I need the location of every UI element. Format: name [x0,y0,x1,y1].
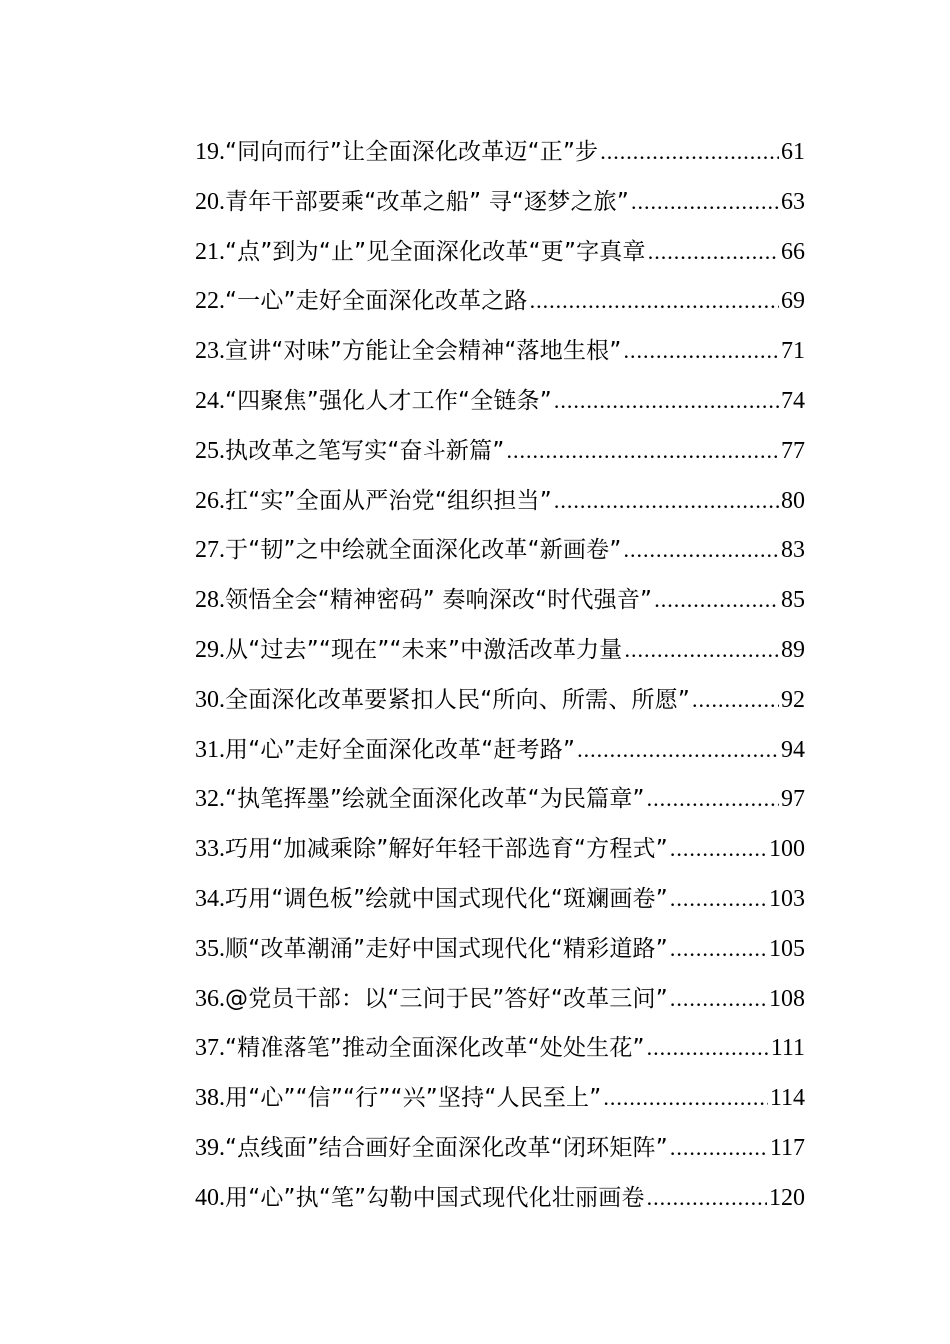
toc-entry[interactable] [195,1123,805,1173]
toc-entry[interactable] [195,376,805,426]
toc-entry[interactable] [195,575,805,625]
entry-number: 30. [195,686,225,713]
dot-leader [600,127,779,177]
entry-title: 巧用“调色板”绘就中国式现代化“斑斓画卷” [225,885,668,912]
entry-title: “执笔挥墨”绘就全面深化改革“为民篇章” [225,786,645,813]
entry-page-number: 89 [781,636,805,663]
toc-entry[interactable] [195,127,805,177]
dot-leader [631,177,779,227]
entry-number: 22. [195,288,225,315]
entry-title: “同向而行”让全面深化改革迈“正”步 [225,139,599,165]
toc-entry[interactable] [195,276,805,326]
entry-title: “一心”走好全面深化改革之路 [225,288,528,315]
toc-entry[interactable] [195,1023,805,1073]
dot-leader [692,675,779,725]
toc-entry[interactable] [195,924,805,974]
entry-title: “四聚焦”强化人才工作“全链条” [225,387,552,414]
dot-leader [647,774,779,824]
dot-leader [670,874,767,924]
dot-leader [670,924,767,974]
entry-number: 33. [195,836,225,863]
entry-number: 39. [195,1134,225,1161]
entry-number: 38. [195,1085,225,1112]
entry-page-number: 100 [769,836,805,863]
entry-title: 于“韧”之中绘就全面深化改革“新画卷” [225,537,622,564]
entry-page-number: 111 [770,1035,805,1062]
entry-number: 29. [195,636,225,663]
dot-leader [530,276,779,326]
toc-entry[interactable] [195,426,805,476]
entry-page-number: 97 [781,786,805,813]
toc-entry[interactable] [195,525,805,575]
entry-title: “精准落笔”推动全面深化改革“处处生花” [225,1035,645,1062]
entry-number: 20. [195,188,225,215]
entry-title: 宣讲“对味”方能让全会精神“落地生根” [225,338,622,365]
entry-title: 用“心”执“笔”勾勒中国式现代化壮丽画卷 [225,1184,645,1211]
entry-number: 34. [195,885,225,912]
dot-leader [647,1023,769,1073]
entry-number: 24. [195,387,225,414]
toc-entry[interactable] [195,874,805,924]
toc-entry[interactable] [195,625,805,675]
entry-title: 领悟全会“精神密码” 奏响深改“时代强音” [225,587,653,614]
entry-number: 26. [195,487,225,514]
entry-number: 23. [195,338,225,365]
entry-number: 21. [195,238,225,265]
entry-page-number: 71 [781,338,805,365]
toc-entry[interactable] [195,725,805,775]
entry-page-number: 120 [769,1184,805,1211]
entry-page-number: 105 [769,935,805,962]
entry-page-number: 61 [781,139,805,165]
entry-title: 扛“实”全面从严治党“组织担当” [225,487,552,514]
entry-number: 37. [195,1035,225,1062]
dot-leader [648,227,779,277]
dot-leader [554,376,779,426]
dot-leader [623,525,779,575]
entry-number: 27. [195,537,225,564]
entry-page-number: 94 [781,736,805,763]
table-of-contents [195,127,805,1223]
dot-leader [554,476,779,526]
entry-page-number: 77 [781,437,805,464]
toc-entry[interactable] [195,1173,805,1223]
toc-entry[interactable] [195,177,805,227]
entry-page-number: 114 [769,1085,805,1112]
entry-number: 36. [195,985,225,1012]
entry-number: 19. [195,139,225,165]
entry-number: 32. [195,786,225,813]
toc-entry[interactable] [195,326,805,376]
dot-leader [577,725,779,775]
entry-page-number: 85 [781,587,805,614]
entry-page-number: 117 [769,1134,805,1161]
dot-leader [647,1173,767,1223]
entry-page-number: 63 [781,188,805,215]
entry-title: @党员干部：以“三问于民”答好“改革三问” [225,985,668,1012]
entry-number: 35. [195,935,225,962]
entry-number: 25. [195,437,225,464]
toc-entry[interactable] [195,675,805,725]
entry-page-number: 92 [781,686,805,713]
entry-title: 执改革之笔写实“奋斗新篇” [225,437,505,464]
entry-title: “点”到为“止”见全面深化改革“更”字真章 [225,238,646,265]
entry-page-number: 69 [781,288,805,315]
dot-leader [603,1073,768,1123]
entry-page-number: 74 [781,387,805,414]
entry-page-number: 83 [781,537,805,564]
toc-entry[interactable] [195,476,805,526]
toc-entry[interactable] [195,824,805,874]
entry-title: 顺“改革潮涌”走好中国式现代化“精彩道路” [225,935,668,962]
dot-leader [506,426,779,476]
entry-page-number: 66 [781,238,805,265]
entry-page-number: 80 [781,487,805,514]
entry-title: “点线面”结合画好全面深化改革“闭环矩阵” [225,1134,668,1161]
entry-page-number: 108 [769,985,805,1012]
toc-entry[interactable] [195,974,805,1024]
toc-entry[interactable] [195,774,805,824]
dot-leader [654,575,779,625]
toc-entry[interactable] [195,1073,805,1123]
entry-title: 用“心”“信”“行”“兴”坚持“人民至上” [225,1085,602,1112]
dot-leader [670,1123,768,1173]
entry-number: 40. [195,1184,225,1211]
entry-number: 31. [195,736,225,763]
entry-title: 青年干部要乘“改革之船” 寻“逐梦之旅” [225,188,629,215]
dot-leader [623,326,779,376]
entry-number: 28. [195,587,225,614]
dot-leader [670,974,767,1024]
entry-title: 巧用“加减乘除”解好年轻干部选育“方程式” [225,836,668,863]
entry-title: 从“过去”“现在”“未来”中激活改革力量 [225,636,623,663]
dot-leader [625,625,780,675]
dot-leader [670,824,767,874]
entry-page-number: 103 [769,885,805,912]
toc-entry[interactable] [195,227,805,277]
entry-title: 全面深化改革要紧扣人民“所向、所需、所愿” [225,686,691,713]
entry-title: 用“心”走好全面深化改革“赶考路” [225,736,576,763]
